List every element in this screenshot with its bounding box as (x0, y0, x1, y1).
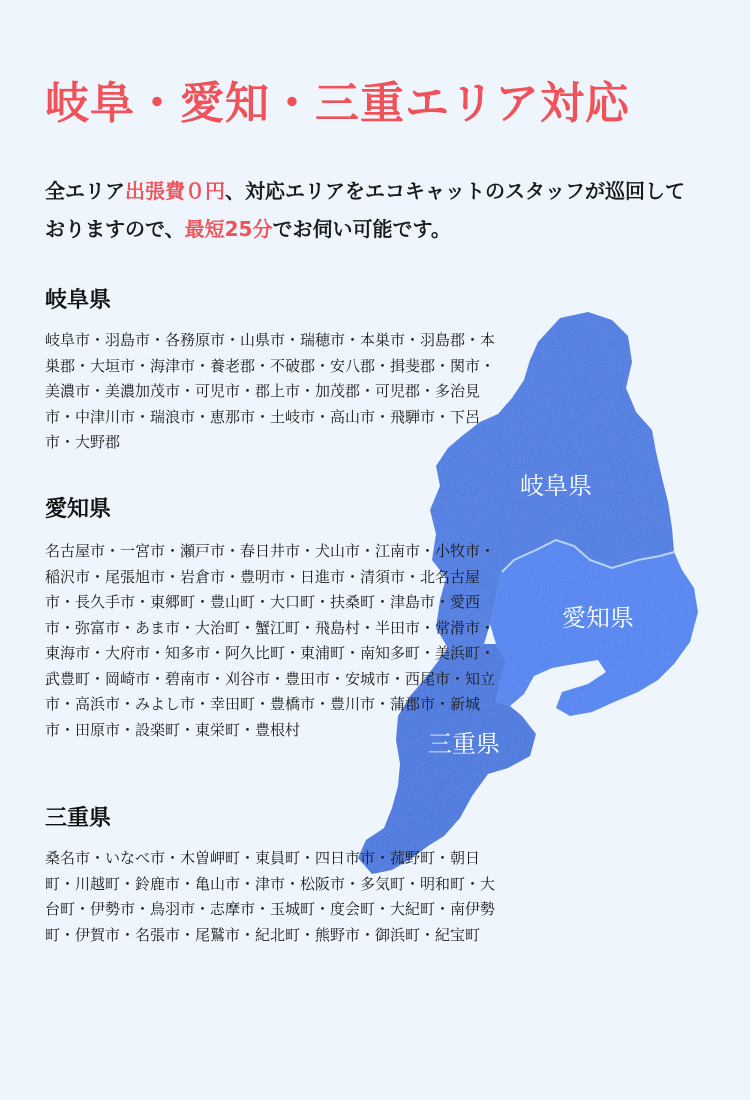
aichi-city-list: 名古屋市・一宮市・瀬戸市・春日井市・犬山市・江南市・小牧市・稲沢市・尾張旭市・岩倉市・豊明市・日進市・清須市・北名古屋市・長久手市・東郷町・豊山町・大口町・扶桑町・津島市・愛西市・弥富市・あま市・大治町・蟹江町・飛島村・半田市・常滑市・東海市・大府市・知多市・阿久比町・東浦町・南知多町・美浜町・武豊町・岡崎市・碧南市・刈谷市・豊田市・安城市・西尾市・知立市・高浜市・みよし市・幸田町・豊橋市・豊川市・蒲郡市・新城市・田原市・設楽町・東栄町・豊根村 (45, 542, 496, 739)
map-label-aichi: 愛知県 (562, 604, 634, 632)
mie-city-list: 桑名市・いなべ市・木曽岬町・東員町・四日市市・菰野町・朝日町・川越町・鈴鹿市・亀山市・津市・松阪市・多気町・明和町・大台町・伊勢市・鳥羽市・志摩市・玉城町・度会町・大紀町・南伊勢町・伊賀市・名張市・尾鷲市・紀北町・熊野市・御浜町・紀宝町 (45, 849, 496, 944)
intro-text (45, 172, 685, 248)
gifu-city-list: 岐阜市・羽島市・各務原市・山県市・瑞穂市・本巣市・羽島郡・本巣郡・大垣市・海津市・養老郡・不破郡・安八郡・揖斐郡・関市・美濃市・美濃加茂市・可児市・郡上市・加茂郡・可児郡・多治見市・中津川市・瑞浪市・恵那市・土岐市・高山市・飛騨市・下呂市・大野郡 (45, 331, 496, 451)
intro-part-3: でお伺い可能です。 (272, 217, 451, 241)
map-label-gifu: 岐阜県 (520, 472, 592, 500)
mie-heading: 三重県 (45, 806, 112, 831)
map-label-mie: 三重県 (428, 730, 500, 758)
aichi-heading: 愛知県 (45, 497, 112, 522)
page-title: 岐阜・愛知・三重エリア対応 (45, 78, 630, 129)
intro-part-1: 全エリア (45, 179, 125, 203)
intro-part-2: 、対応エリアをエコキャットのスタッフが巡回しておりますので、 (45, 179, 685, 241)
gifu-heading: 岐阜県 (45, 288, 112, 313)
intro-highlight-free-fee: 出張費０円 (125, 179, 225, 203)
intro-highlight-fastest: 最短25分 (184, 217, 273, 241)
